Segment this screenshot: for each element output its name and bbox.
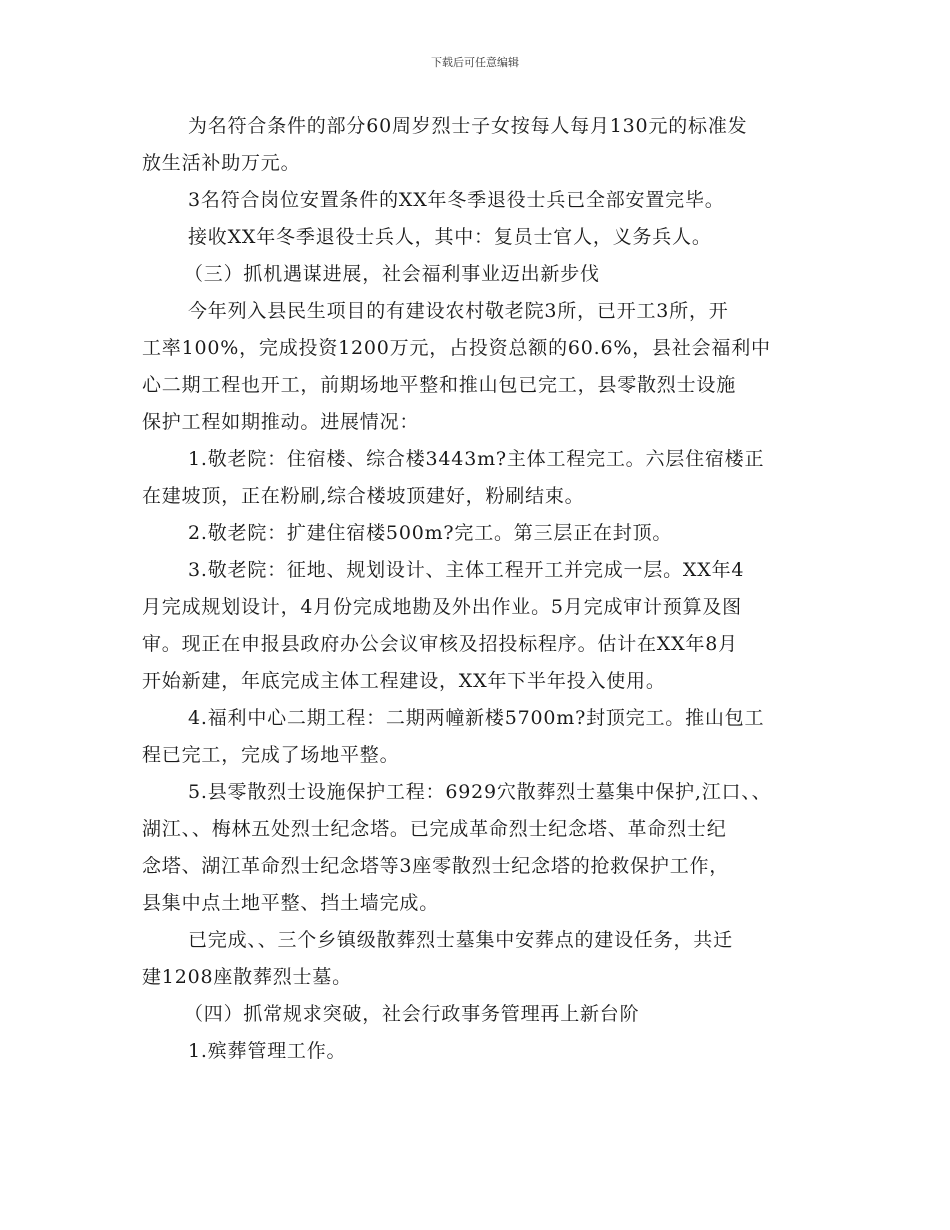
paragraph-line: 放生活补助万元。 <box>142 152 301 174</box>
list-item-2: 2.敬老院：扩建住宿楼500m?完工。第三层正在封顶。 <box>188 522 673 544</box>
section-heading-4: （四）抓常规求突破，社会行政事务管理再上新台阶 <box>184 1003 640 1025</box>
paragraph-line: 建1208座散葬烈士墓。 <box>142 966 352 988</box>
paragraph-line: 湖江、、梅林五处烈士纪念塔。已完成革命烈士纪念塔、革命烈士纪 <box>142 818 727 840</box>
list-item-4: 4.福利中心二期工程：二期两幢新楼5700m?封顶完工。推山包工 <box>188 707 765 729</box>
paragraph-line: 工率100%，完成投资1200万元，占投资总额的60.6%，县社会福利中 <box>142 337 771 359</box>
paragraph-line: 月完成规划设计，4月份完成地勘及外出作业。5月完成审计预算及图 <box>142 596 742 618</box>
paragraph-line: 心二期工程也开工，前期场地平整和推山包已完工，县零散烈士设施 <box>142 374 737 396</box>
list-item-5: 5.县零散烈士设施保护工程：6929穴散葬烈士墓集中保护,江口、、 <box>188 781 772 803</box>
paragraph-line: 开始新建，年底完成主体工程建设，XX年下半年投入使用。 <box>142 670 666 692</box>
list-item-burial: 1.殡葬管理工作。 <box>188 1040 347 1062</box>
paragraph-line: 在建坡顶，正在粉刷,综合楼坡顶建好，粉刷结束。 <box>142 485 585 507</box>
list-item-1: 1.敬老院：住宿楼、综合楼3443m?主体工程完工。六层住宿楼正 <box>188 448 765 470</box>
page-header-note: 下载后可任意编辑 <box>431 56 519 69</box>
paragraph-line: 已完成、、三个乡镇级散葬烈士墓集中安葬点的建设任务，共迁 <box>188 929 733 951</box>
section-heading-3: （三）抓机遇谋进展，社会福利事业迈出新步伐 <box>184 263 600 285</box>
paragraph-line: 保护工程如期推动。进展情况： <box>142 411 420 433</box>
paragraph-line: 3名符合岗位安置条件的XX年冬季退役士兵已全部安置完毕。 <box>188 189 725 211</box>
document-body <box>142 108 812 1070</box>
paragraph-line: 程已完工，完成了场地平整。 <box>142 744 400 766</box>
paragraph-line: 审。现正在申报县政府办公会议审核及招投标程序。估计在XX年8月 <box>142 633 738 655</box>
paragraph-line: 接收XX年冬季退役士兵人，其中：复员士官人，义务兵人。 <box>188 226 712 248</box>
list-item-3: 3.敬老院：征地、规划设计、主体工程开工并完成一层。XX年4 <box>188 559 745 581</box>
paragraph-line: 为名符合条件的部分60周岁烈士子女按每人每月130元的标准发 <box>188 115 748 137</box>
paragraph-line: 今年列入县民生项目的有建设农村敬老院3所，已开工3所，开 <box>188 300 729 322</box>
paragraph-line: 县集中点土地平整、挡土墙完成。 <box>142 892 440 914</box>
paragraph-line: 念塔、湖江革命烈士纪念塔等3座零散烈士纪念塔的抢救保护工作， <box>142 855 730 877</box>
